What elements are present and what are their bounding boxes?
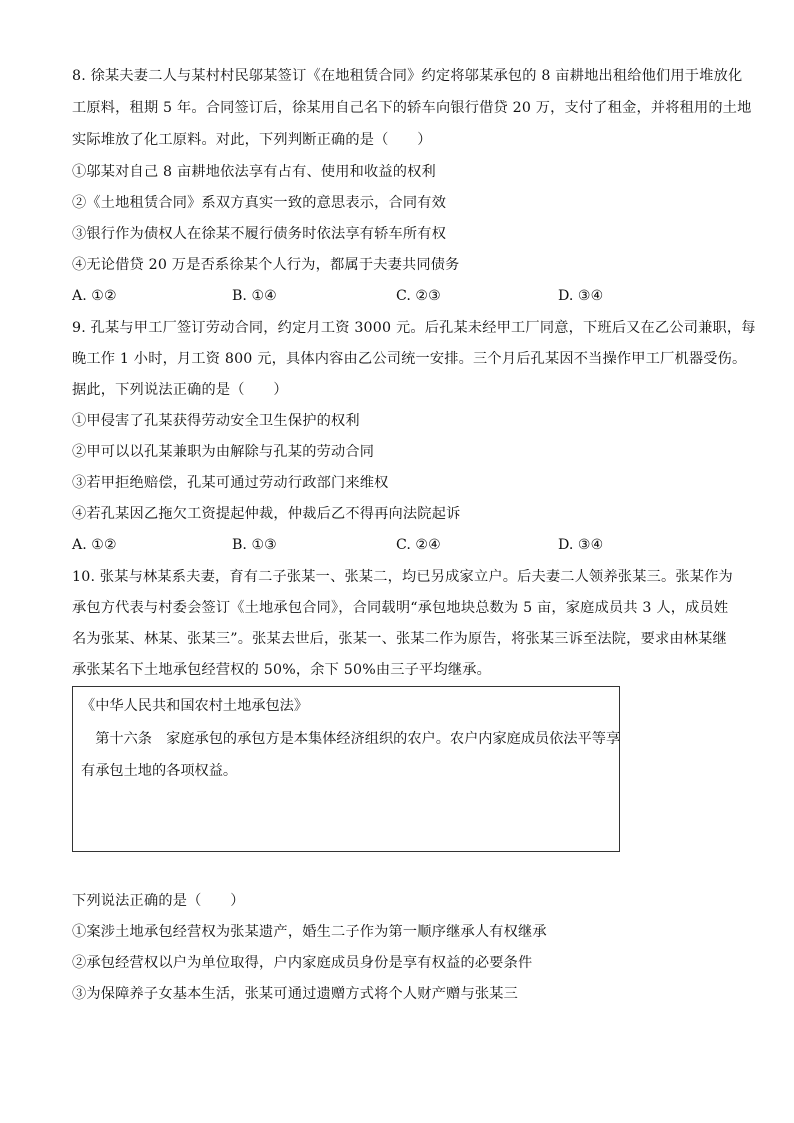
q9-option-c: C. ②④ [396, 537, 441, 553]
q9-stem-line-3: 据此，下列说法正确的是（ ） [72, 382, 288, 398]
q10-stem-line-3: 名为张某、林某、张某三”。张某去世后，张某一、张某二作为原告，将张某三诉至法院，要求由林某继 [72, 631, 727, 647]
q8-stem-line-1: 8. 徐某夫妻二人与某村村民邬某签订《在地租赁合同》约定将邬某承包的 8 亩耕地出租给他们用于堆放化 [72, 68, 743, 84]
q8-option-a: A. ①② [72, 288, 117, 304]
q8-stem-line-3: 实际堆放了化工原料。对此，下列判断正确的是（ ） [72, 132, 432, 148]
q9-item-3: ③若甲拒绝赔偿，孔某可通过劳动行政部门来维权 [72, 475, 389, 491]
q8-option-c: C. ②③ [396, 288, 441, 304]
q9-item-4: ④若孔某因乙拖欠工资提起仲裁，仲裁后乙不得再向法院起诉 [72, 506, 461, 522]
q10-stem-line-1: 10. 张某与林某系夫妻，育有二子张某一、张某二，均已另成家立户。后夫妻二人领养张某三。张某作为 [72, 569, 733, 585]
q10-stem-line-2: 承包方代表与村委会签订《土地承包合同》，合同载明“承包地块总数为 5 亩，家庭成员共 3 人，成员姓 [72, 600, 729, 616]
q8-stem-line-2: 工原料，租期 5 年。合同签订后，徐某用自己名下的轿车向银行借贷 20 万，支付了租金，并将租用的土地 [72, 100, 752, 116]
q8-option-d: D. ③④ [558, 288, 604, 304]
q10-question: 下列说法正确的是（ ） [72, 893, 245, 909]
q9-item-1: ①甲侵害了孔某获得劳动安全卫生保护的权利 [72, 413, 360, 429]
q9-option-d: D. ③④ [558, 537, 604, 553]
q9-item-2: ②甲可以以孔某兼职为由解除与孔某的劳动合同 [72, 444, 375, 460]
q8-item-4: ④无论借贷 20 万是否系徐某个人行为，都属于夫妻共同债务 [72, 257, 460, 273]
q8-option-b: B. ①④ [232, 288, 277, 304]
law-text-line-2: 有承包土地的各项权益。 [81, 763, 238, 779]
q10-item-1: ①案涉土地承包经营权为张某遗产，婚生二子作为第一顺序继承人有权继承 [72, 924, 547, 940]
q10-item-2: ②承包经营权以户为单位取得，户内家庭成员身份是享有权益的必要条件 [72, 955, 533, 971]
law-excerpt-box [72, 686, 620, 852]
q8-item-2: ②《土地租赁合同》系双方真实一致的意思表示，合同有效 [72, 195, 447, 211]
q10-item-3: ③为保障养子女基本生活，张某可通过遗赠方式将个人财产赠与张某三 [72, 986, 519, 1002]
q9-stem-line-2: 晚工作 1 小时，月工资 800 元，具体内容由乙公司统一安排。三个月后孔某因不当操作甲工厂机器受伤。 [72, 351, 747, 367]
q9-option-b: B. ①③ [232, 537, 277, 553]
q9-stem-line-1: 9. 孔某与甲工厂签订劳动合同，约定月工资 3000 元。后孔某未经甲工厂同意，下班后又在乙公司兼职，每 [72, 320, 756, 336]
q8-item-3: ③银行作为债权人在徐某不履行债务时依法享有轿车所有权 [72, 226, 447, 242]
law-text-line-1: 第十六条 家庭承包的承包方是本集体经济组织的农户。农户内家庭成员依法平等享 [81, 731, 621, 747]
law-title: 《中华人民共和国农村土地承包法》 [81, 698, 309, 714]
q8-item-1: ①邬某对自己 8 亩耕地依法享有占有、使用和收益的权利 [72, 164, 436, 180]
q10-stem-line-4: 承张某名下土地承包经营权的 50%，余下 50%由三子平均继承。 [72, 662, 491, 678]
q9-option-a: A. ①② [72, 537, 117, 553]
